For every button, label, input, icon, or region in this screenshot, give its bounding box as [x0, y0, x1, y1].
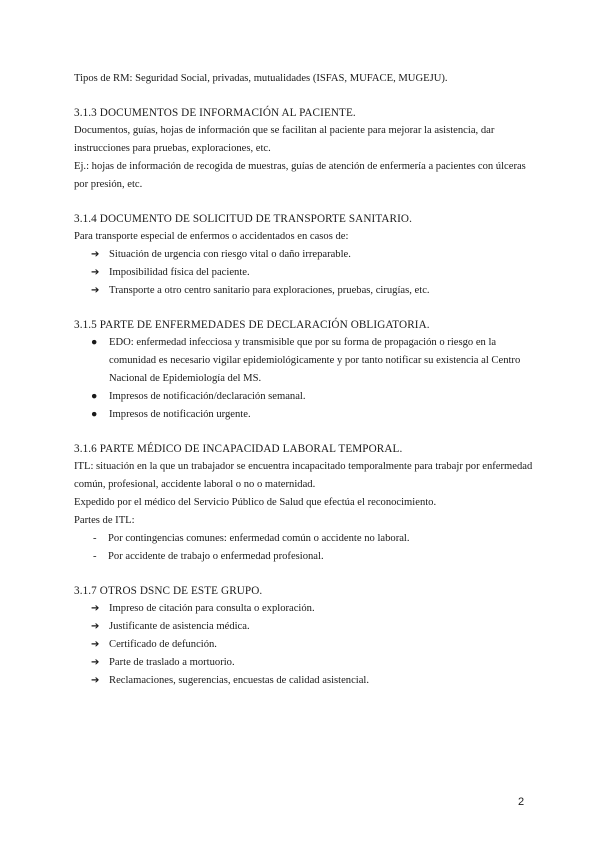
section-heading: 3.1.5 PARTE DE ENFERMEDADES DE DECLARACIÓN OBLIGATORIA. [74, 319, 430, 331]
paragraph: Ej.: hojas de información de recogida de muestras, guías de atención de enfermería a pacientes con úlceras por presión, etc. [74, 161, 526, 190]
arrow-bullet-icon: ➔ [91, 249, 100, 260]
paragraph: Expedido por el médico del Servicio Público de Salud que efectúa el reconocimiento. [74, 497, 437, 508]
page-number: 2 [518, 796, 525, 808]
arrow-bullet-icon: ➔ [91, 285, 100, 296]
arrow-bullet-icon: ➔ [91, 675, 100, 686]
arrow-bullet-icon: ➔ [91, 603, 100, 614]
list-item: ● Impresos de notificación/declaración semanal. [74, 388, 534, 406]
intro-paragraph: Tipos de RM: Seguridad Social, privadas, mutualidades (ISFAS, MUFACE, MUGEJU). [74, 73, 448, 84]
arrow-bullet-icon: ➔ [91, 657, 100, 668]
list-item: - Por accidente de trabajo o enfermedad profesional. [74, 548, 534, 566]
section-3-1-6 [74, 440, 534, 566]
bullet-list [74, 334, 534, 424]
section-3-1-4 [74, 210, 534, 300]
list-item: ➔ Transporte a otro centro sanitario para exploraciones, pruebas, cirugías, etc. [74, 282, 534, 300]
list-item: ➔ Certificado de defunción. [74, 636, 534, 654]
list-item: ● Impresos de notificación urgente. [74, 406, 534, 424]
section-3-1-7 [74, 582, 534, 690]
list-item: ➔ Justificante de asistencia médica. [74, 618, 534, 636]
dash-list [74, 530, 534, 566]
paragraph: ITL: situación en la que un trabajador se encuentra incapacitado temporalmente para trabajr por enfermedad común, profesional, accidente laboral o no o maternidad. [74, 461, 533, 490]
dash-bullet-icon: - [93, 551, 97, 562]
paragraph: Partes de ITL: [74, 515, 135, 526]
section-heading: 3.1.6 PARTE MÉDICO DE INCAPACIDAD LABORAL TEMPORAL. [74, 443, 403, 455]
arrow-bullet-icon: ➔ [91, 639, 100, 650]
arrow-bullet-icon: ➔ [91, 621, 100, 632]
section-3-1-3 [74, 104, 534, 194]
section-heading: 3.1.3 DOCUMENTOS DE INFORMACIÓN AL PACIENTE. [74, 107, 356, 119]
list-item: ➔ Reclamaciones, sugerencias, encuestas de calidad asistencial. [74, 672, 534, 690]
dash-bullet-icon: - [93, 533, 97, 544]
page-content [74, 70, 534, 690]
arrow-bullet-icon: ➔ [91, 267, 100, 278]
section-3-1-5 [74, 316, 534, 424]
list-item: ● EDO: enfermedad infecciosa y transmisible que por su forma de propagación o riesgo en la comunidad es necesario vigilar epidemiológicamente y por tanto notificar su existencia al Centro Nacional de Epidemiología del MS. [74, 334, 534, 388]
dot-bullet-icon: ● [91, 409, 98, 420]
section-heading: 3.1.4 DOCUMENTO DE SOLICITUD DE TRANSPORTE SANITARIO. [74, 213, 413, 225]
section-heading: 3.1.7 OTROS DSNC DE ESTE GRUPO. [74, 585, 263, 597]
list-item: ➔ Impreso de citación para consulta o exploración. [74, 600, 534, 618]
list-item: - Por contingencias comunes: enfermedad común o accidente no laboral. [74, 530, 534, 548]
paragraph: Documentos, guías, hojas de información que se facilitan al paciente para mejorar la asistencia, dar instrucciones para pruebas, exploraciones, etc. [74, 125, 495, 154]
dot-bullet-icon: ● [91, 337, 98, 348]
arrow-list [74, 246, 534, 300]
list-item: ➔ Situación de urgencia con riesgo vital o daño irreparable. [74, 246, 534, 264]
list-item: ➔ Imposibilidad física del paciente. [74, 264, 534, 282]
list-item: ➔ Parte de traslado a mortuorio. [74, 654, 534, 672]
arrow-list [74, 600, 534, 690]
dot-bullet-icon: ● [91, 391, 98, 402]
paragraph: Para transporte especial de enfermos o accidentados en casos de: [74, 231, 349, 242]
